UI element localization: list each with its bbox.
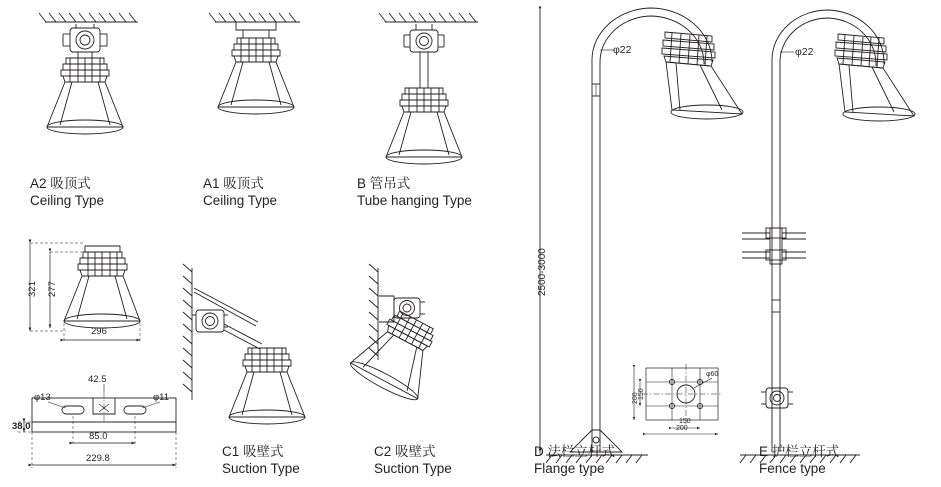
caption-a2 bbox=[30, 175, 104, 209]
caption-c1-zh: C1 吸壁式 bbox=[222, 444, 284, 459]
dim-base-thickness: 38.0 bbox=[12, 421, 31, 432]
caption-c1 bbox=[222, 443, 300, 477]
caption-e bbox=[759, 443, 839, 477]
caption-a1-zh: A1 吸顶式 bbox=[203, 176, 264, 191]
figure-a1 bbox=[209, 13, 300, 114]
figure-a2 bbox=[39, 13, 138, 134]
caption-c2-zh: C2 吸壁式 bbox=[374, 444, 436, 459]
caption-c2-en: Suction Type bbox=[374, 461, 452, 476]
dim-flange-hole: φ60 bbox=[706, 371, 719, 378]
caption-e-zh: E 护栏立杆式 bbox=[759, 444, 840, 459]
dim-flange-bolt-circle: 150 bbox=[679, 418, 691, 425]
figure-c1 bbox=[183, 264, 305, 424]
figure-e bbox=[740, 10, 915, 463]
caption-c1-en: Suction Type bbox=[222, 461, 300, 476]
dim-base-hole-right: φ11 bbox=[153, 392, 170, 403]
figure-c2 bbox=[347, 264, 450, 405]
caption-a2-zh: A2 吸顶式 bbox=[30, 176, 91, 191]
dim-flange-plate-width: 200 bbox=[676, 425, 688, 432]
figure-b bbox=[379, 13, 478, 164]
dim-pole-height: 2500-3000 bbox=[537, 248, 548, 296]
caption-a1 bbox=[203, 175, 277, 209]
dim-lamp-diameter: 296 bbox=[91, 326, 107, 337]
dim-pole-diameter-d: φ22 bbox=[613, 44, 632, 56]
dim-pole-diameter-e: φ22 bbox=[795, 46, 814, 58]
dim-base-hole-left: φ13 bbox=[34, 392, 51, 403]
caption-d-zh: D 法栏立杆式 bbox=[534, 444, 615, 459]
caption-a2-en: Ceiling Type bbox=[30, 193, 105, 208]
dim-flange-inner-height: 150 bbox=[638, 388, 645, 400]
caption-b-zh: B 管吊式 bbox=[357, 176, 411, 191]
caption-b bbox=[357, 175, 472, 209]
dim-base-outer-span: 229.8 bbox=[86, 453, 110, 464]
dim-lamp-height-body: 277 bbox=[47, 281, 58, 297]
dim-lamp-height-total: 321 bbox=[27, 281, 38, 297]
caption-c2 bbox=[374, 443, 452, 477]
caption-a1-en: Ceiling Type bbox=[203, 193, 278, 208]
dim-base-inner-span: 85.0 bbox=[89, 431, 108, 442]
caption-d-en: Flange type bbox=[534, 461, 605, 476]
caption-e-en: Fence type bbox=[759, 461, 826, 476]
dim-flange-plate-height: 200 bbox=[632, 392, 639, 404]
caption-d bbox=[534, 443, 615, 477]
caption-b-en: Tube hanging Type bbox=[357, 193, 472, 208]
dim-base-center: 42.5 bbox=[88, 374, 107, 385]
